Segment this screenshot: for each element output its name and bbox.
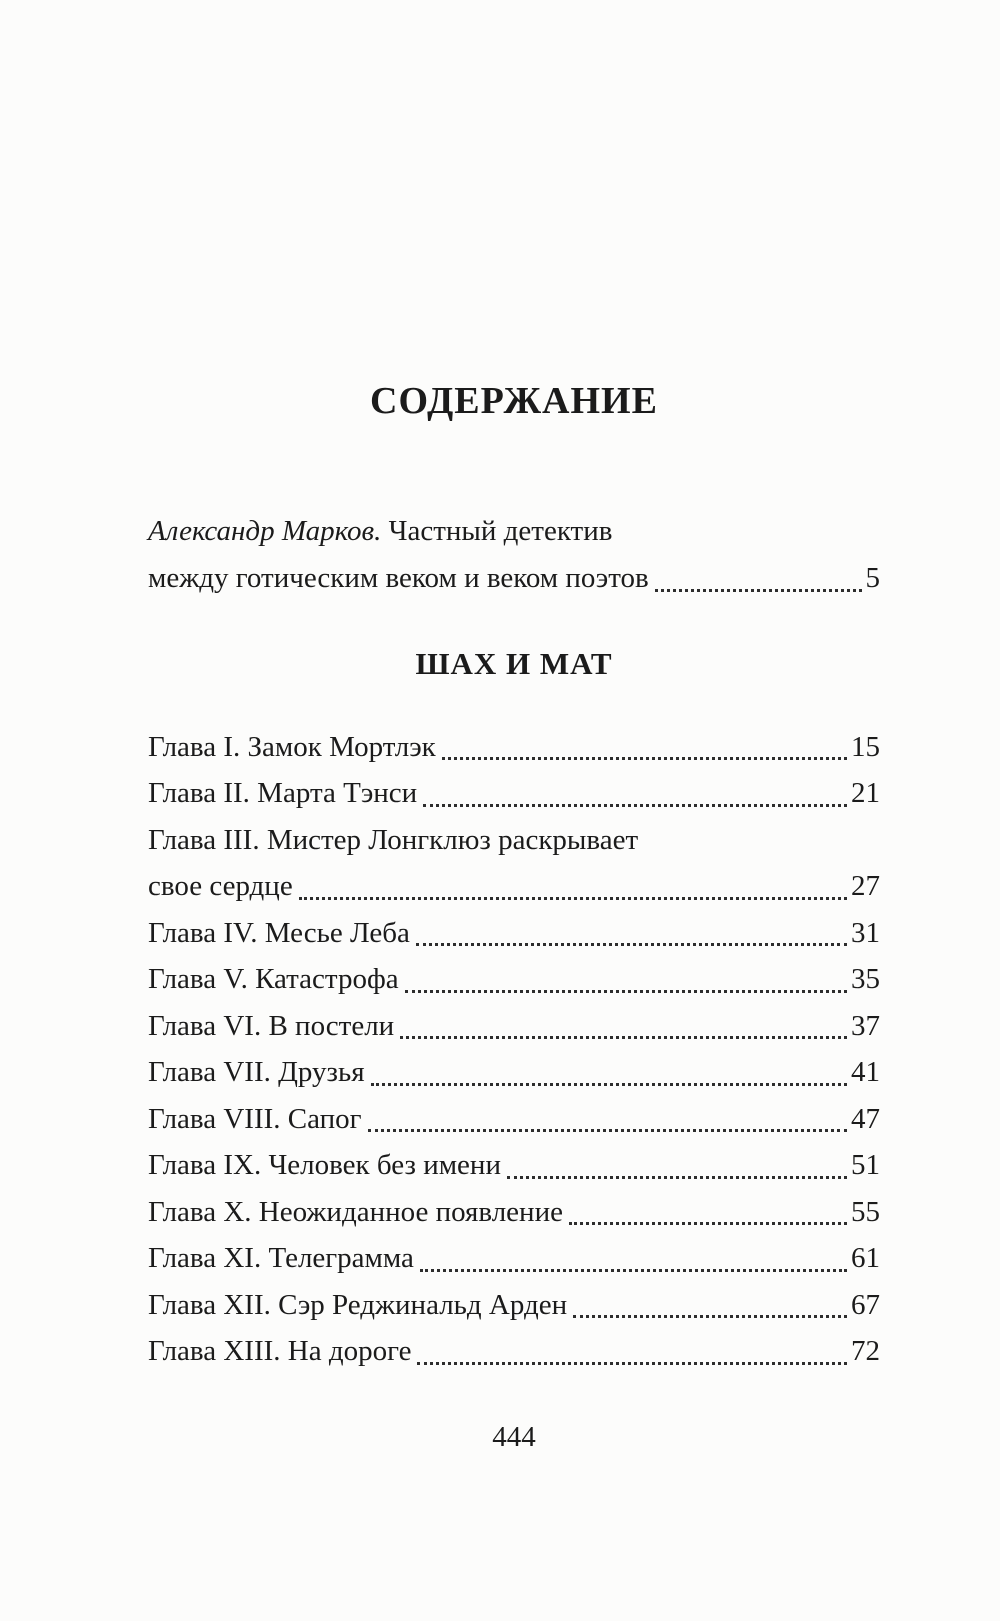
toc-entry-label: Глава I. Замок Мортлэк <box>148 730 436 763</box>
section-heading: ШАХ И МАТ <box>415 645 613 681</box>
toc-entry-page: 47 <box>851 1102 880 1135</box>
toc-entry <box>148 1003 880 1050</box>
dot-leader <box>420 1269 847 1272</box>
toc-entry-page: 15 <box>851 730 880 763</box>
intro-page-number: 5 <box>865 562 880 594</box>
intro-author: Александр Марков. <box>148 515 382 547</box>
intro-line-2 <box>148 555 880 602</box>
dot-leader <box>400 1036 847 1039</box>
toc-entry-label: Глава IX. Человек без имени <box>148 1149 501 1181</box>
toc-entry-page: 37 <box>851 1009 880 1042</box>
toc-list <box>148 724 880 1375</box>
dot-leader <box>417 1362 847 1365</box>
toc-entry-label: Глава VII. Друзья <box>148 1056 365 1088</box>
toc-entry <box>148 863 880 910</box>
dot-leader <box>416 943 847 946</box>
toc-entry-page: 31 <box>851 916 880 949</box>
page-content <box>148 378 880 1457</box>
toc-entry-label: Глава III. Мистер Лонгклюз раскрывает <box>148 823 639 856</box>
toc-entry-label: Глава VI. В постели <box>148 1009 395 1042</box>
toc-entry-label: Глава X. Неожиданное появление <box>148 1195 563 1228</box>
intro-line2-text: между готическим веком и веком поэтов <box>148 562 649 594</box>
toc-entry <box>148 1049 880 1096</box>
toc-entry-page: 35 <box>851 963 880 995</box>
toc-entry-label: Глава IV. Месье Леба <box>148 916 410 949</box>
dot-leader <box>423 804 847 807</box>
toc-entry <box>148 910 880 957</box>
dot-leader <box>405 990 847 993</box>
toc-entry <box>148 956 880 1003</box>
toc-entry-page: 27 <box>851 870 880 902</box>
toc-entry-page: 61 <box>851 1242 880 1274</box>
toc-entry-label: свое сердце <box>148 870 293 902</box>
toc-entry <box>148 724 880 771</box>
page-number-folio: 444 <box>492 1420 536 1453</box>
dot-leader <box>569 1222 847 1225</box>
toc-entry <box>148 1142 880 1189</box>
toc-entry-label: Глава XIII. На дороге <box>148 1335 412 1367</box>
toc-entry-label: Глава VIII. Сапог <box>148 1102 362 1135</box>
dot-leader <box>368 1129 847 1132</box>
intro-line-1 <box>148 508 880 555</box>
toc-entry-page: 67 <box>851 1288 880 1321</box>
toc-entry-page: 55 <box>851 1195 880 1228</box>
toc-entry <box>148 1328 880 1375</box>
toc-entry-label: Глава V. Катастрофа <box>148 963 399 995</box>
intro-title-rest: Частный детектив <box>381 515 613 547</box>
dot-leader <box>507 1176 847 1179</box>
toc-entry-page: 51 <box>851 1149 880 1181</box>
toc-entry-page: 41 <box>851 1056 880 1088</box>
dot-leader <box>442 757 847 760</box>
dot-leader <box>299 897 847 900</box>
toc-entry <box>148 1189 880 1236</box>
toc-entry <box>148 1235 880 1282</box>
toc-entry-label: Глава XI. Телеграмма <box>148 1242 414 1274</box>
toc-entry <box>148 817 880 864</box>
toc-entry-label: Глава XII. Сэр Реджинальд Арден <box>148 1288 568 1321</box>
toc-entry-page: 72 <box>851 1335 880 1367</box>
toc-entry <box>148 1282 880 1329</box>
toc-entry-page: 21 <box>851 777 880 809</box>
dot-leader <box>655 589 862 592</box>
dot-leader <box>371 1083 847 1086</box>
dot-leader <box>573 1315 847 1318</box>
toc-entry-label: Глава II. Марта Тэнси <box>148 777 418 809</box>
intro-entry <box>148 508 880 602</box>
toc-entry <box>148 1096 880 1143</box>
contents-title: СОДЕРЖАНИЕ <box>370 380 658 422</box>
toc-entry <box>148 770 880 817</box>
